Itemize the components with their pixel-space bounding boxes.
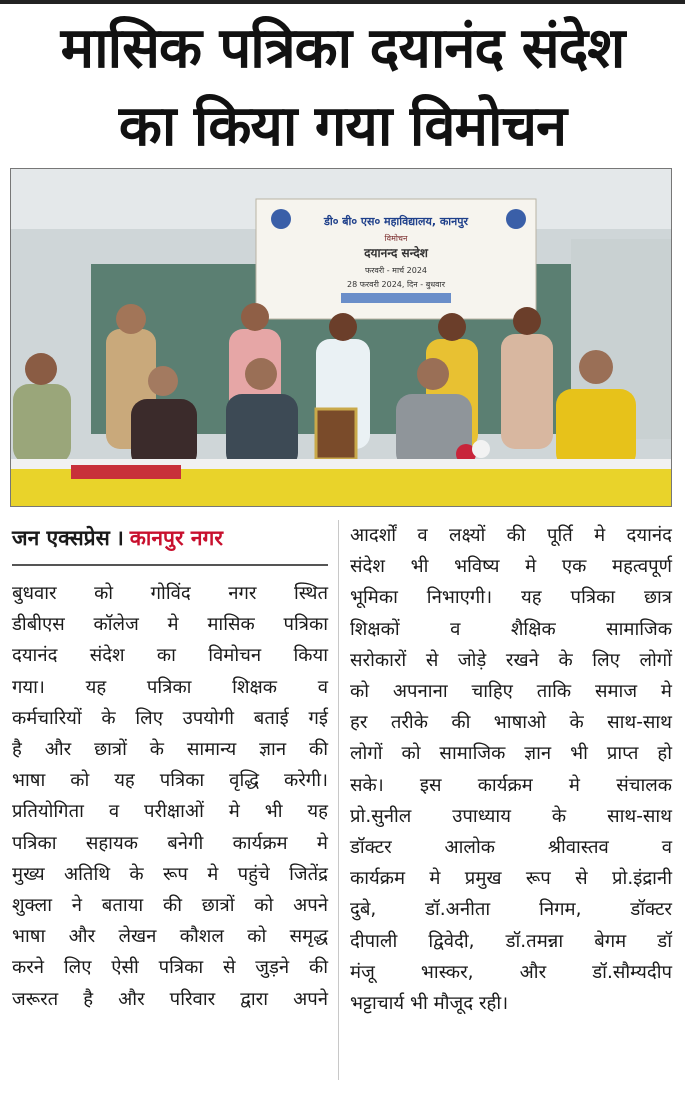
article-line: करने लिए ऐसी पत्रिका से जुड़ने की	[12, 957, 328, 979]
byline	[12, 520, 328, 556]
article-line: सरोकारों से जोड़े रखने के लिए लोगों	[350, 649, 672, 671]
article-line: मंजू भास्कर, और डॉ.सौम्यदीप	[350, 961, 672, 983]
banner-magazine: दयानन्द सन्देश	[364, 246, 428, 260]
article-line: भाषा और लेखन कौशल को समृद्ध	[12, 926, 328, 948]
article-line: को अपनाना चाहिए ताकि समाज मे	[350, 681, 672, 703]
article-line: प्रो.सुनील उपाध्याय के साथ-साथ	[350, 805, 672, 827]
article-line: सके। इस कार्यक्रम मे संचालक	[350, 774, 672, 796]
article-line: दयानंद संदेश का विमोचन किया	[12, 645, 328, 667]
event-photo	[10, 168, 672, 507]
article-line: बुधवार को गोविंद नगर स्थित	[12, 583, 328, 604]
top-rule	[0, 0, 685, 4]
banner-issue: फरवरी - मार्च 2024	[364, 266, 428, 275]
article-right-text	[350, 520, 672, 1019]
banner-subtitle: विमोचन	[384, 234, 408, 243]
article-line: कार्यक्रम मे प्रमुख रूप से प्रो.इंद्रानी	[350, 868, 672, 890]
article-line: मुख्य अतिथि के रूप मे पहुंचे जितेंद्र	[12, 863, 328, 885]
article-line: है और छात्रों के सामान्य ज्ञान की	[12, 739, 328, 761]
article-line: दीपाली द्विवेदी, डॉ.तमन्ना बेगम डॉ	[350, 930, 672, 952]
byline-paper: जन एक्सप्रेस	[12, 526, 110, 550]
byline-separator: ।	[115, 526, 124, 550]
byline-rule	[12, 564, 328, 566]
headline-line-1: मासिक पत्रिका दयानंद संदेश	[60, 16, 625, 81]
article-line: हर तरीके की भाषाओ के साथ-साथ	[350, 712, 672, 734]
article-line: शिक्षकों व शैक्षिक सामाजिक	[350, 618, 672, 640]
column-divider	[338, 520, 339, 1080]
article-line: जरूरत है और परिवार द्वारा अपने	[12, 988, 328, 1010]
article-left-column	[12, 520, 328, 1015]
article-line: भाषा को यह पत्रिका वृद्धि करेगी।	[12, 770, 328, 792]
article-line: आदर्शों व लक्ष्यों की पूर्ति मे दयानंद	[350, 525, 672, 546]
article-line: शुक्ला ने बताया की छात्रों को अपने	[12, 895, 328, 917]
headline	[0, 10, 685, 166]
byline-city: कानपुर नगर	[129, 526, 223, 550]
article-right-column	[350, 520, 672, 1019]
article-line: भूमिका निभाएगी। यह पत्रिका छात्र	[350, 587, 672, 609]
article-line: लोगों को सामाजिक ज्ञान भी प्राप्त हो	[350, 743, 672, 765]
article-line: पत्रिका सहायक बनेगी कार्यक्रम मे	[12, 832, 328, 854]
article-line: संदेश भी भविष्य मे एक महत्वपूर्ण	[350, 556, 672, 578]
article-line: प्रतियोगिता व परीक्षाओं मे भी यह	[12, 801, 328, 823]
article-line: डॉक्टर आलोक श्रीवास्तव व	[350, 837, 672, 859]
banner-date: 28 फरवरी 2024, दिन - बुधवार	[347, 280, 445, 289]
banner-college: डी० बी० एस० महाविद्यालय, कानपुर	[323, 215, 469, 228]
article-left-text	[12, 578, 328, 1015]
article-line: भट्टाचार्य भी मौजूद रही।	[350, 993, 509, 1015]
article-line: दुबे, डॉ.अनीता निगम, डॉक्टर	[350, 899, 672, 921]
headline-line-2: का किया गया विमोचन	[118, 94, 567, 159]
article-line: डीबीएस कॉलेज मे मासिक पत्रिका	[12, 614, 328, 636]
article-line: कर्मचारियों के लिए उपयोगी बताई गई	[12, 707, 328, 729]
article-line: गया। यह पत्रिका शिक्षक व	[12, 676, 328, 698]
